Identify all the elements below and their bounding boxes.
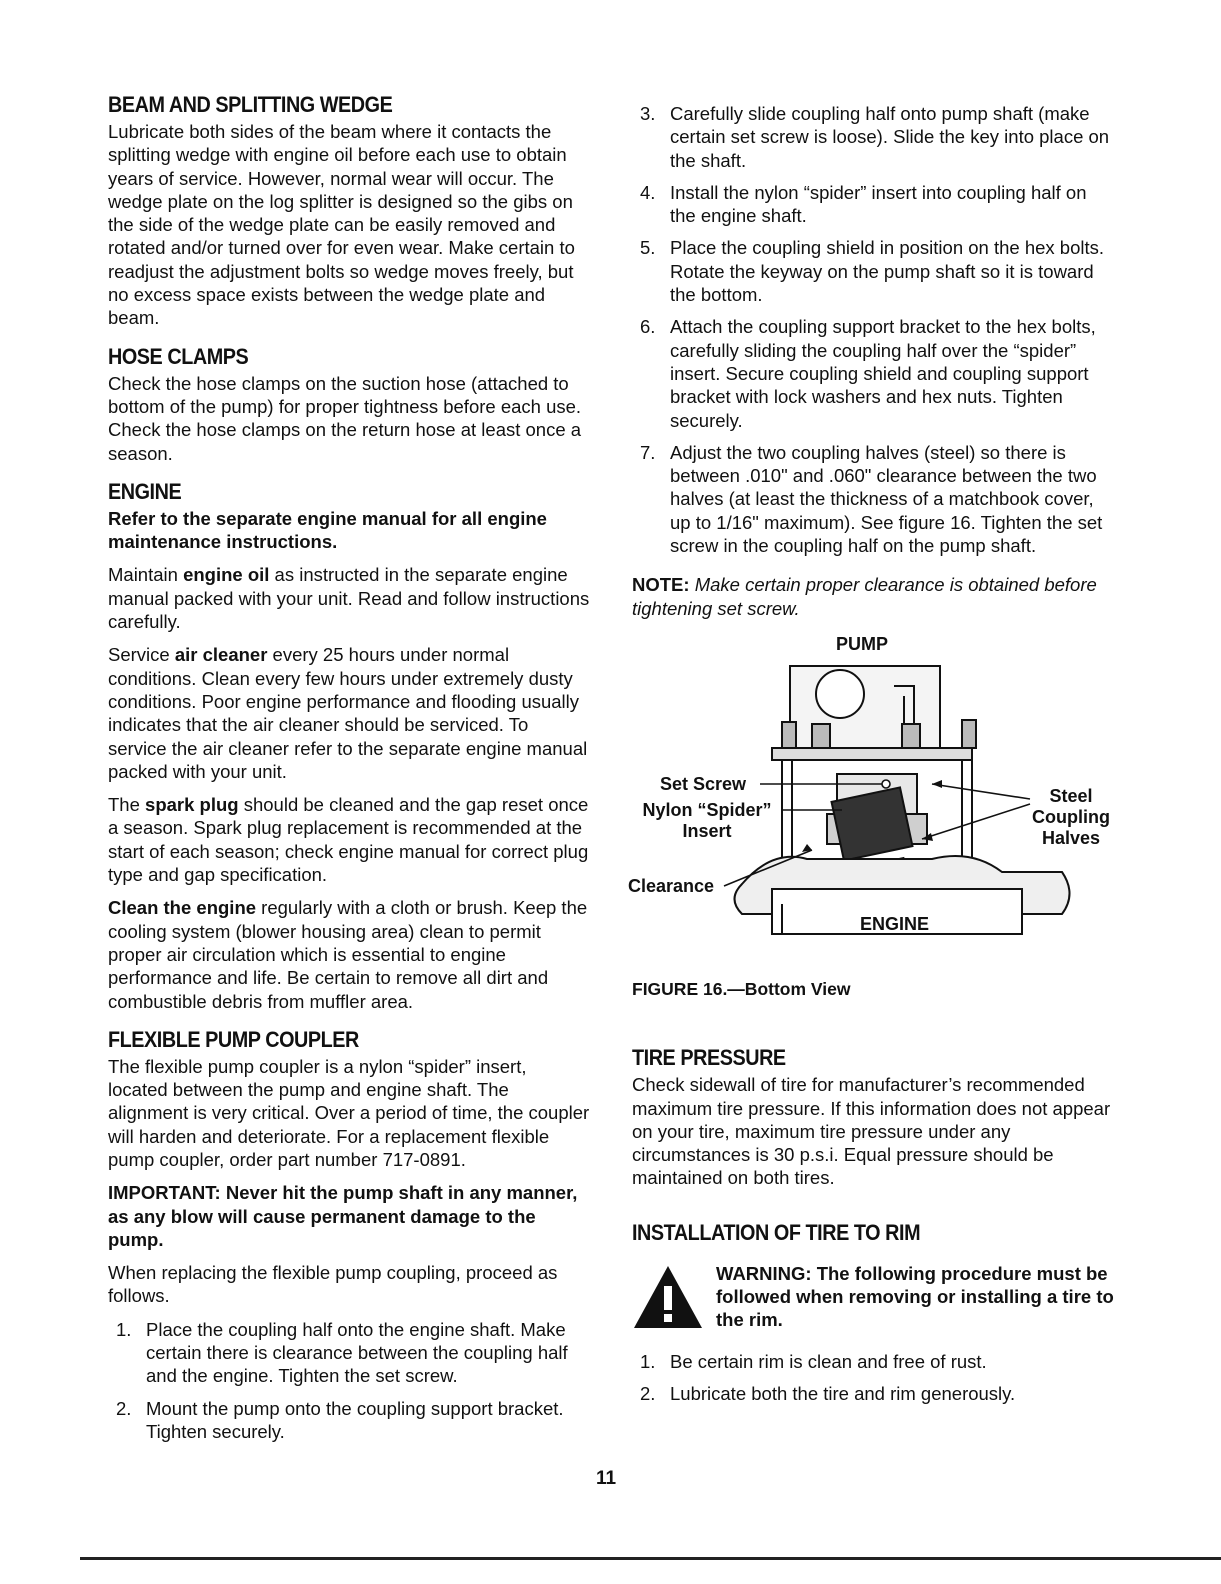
spark-plug-post: should be cleaned and the gap reset once a season. Spark plug replacement is recommended at the start of each season; check engine manual for correct plug type and gap specification. (108, 794, 589, 886)
clean-engine-text (108, 896, 590, 1012)
warning-block (632, 1262, 1114, 1334)
clean-engine-bold: Clean the engine (108, 897, 257, 919)
engine-oil-bold: engine oil (183, 564, 270, 586)
figure-16-coupling-diagram (628, 633, 1114, 974)
bottom-rule (80, 1557, 1221, 1560)
note-text: Make certain proper clearance is obtained before tightening set screw. (632, 574, 1097, 619)
label-set-screw: Set Screw (660, 773, 747, 794)
list-item (632, 1350, 1114, 1373)
step-text: Install the nylon “spider” insert into coupling half on the engine shaft. (670, 181, 1087, 227)
label-steel-line2: Coupling (1032, 806, 1110, 827)
step-text: Attach the coupling support bracket to the hex bolts, carefully sliding the coupling half over the “spider” insert. Secure coupling shield and coupling support bracket with lock washers and hex nuts. Tighten securely. (670, 316, 1096, 431)
list-item (108, 1318, 590, 1388)
step-number: 1. (116, 1318, 132, 1340)
list-item (632, 181, 1114, 228)
list-item (632, 102, 1114, 172)
air-cleaner-text (108, 643, 590, 783)
label-pump: PUMP (836, 633, 889, 654)
step-text: Carefully slide coupling half onto pump shaft (make certain set screw is loose). Slide the key into place on the shaft. (670, 103, 1110, 171)
air-cleaner-bold: air cleaner (174, 644, 268, 666)
spark-plug-text (108, 793, 590, 886)
engine-note: Refer to the separate engine manual for all engine maintenance instructions. (108, 507, 547, 553)
label-nylon-line2: Insert (682, 820, 732, 841)
heading-installation-tire-rim: INSTALLATION OF TIRE TO RIM (632, 1219, 921, 1245)
section-flexible-pump-coupler (108, 1027, 590, 1443)
label-steel-line3: Halves (1041, 827, 1101, 848)
step-text: Lubricate both the tire and rim generously. (670, 1383, 1016, 1405)
right-column (628, 102, 1114, 1419)
coupler-steps-continued (632, 102, 1114, 557)
label-steel-line1: Steel (1049, 785, 1093, 806)
label-clearance: Clearance (628, 875, 715, 896)
page-number: 11 (596, 1468, 617, 1489)
list-item (108, 1397, 590, 1444)
section-beam (108, 92, 590, 330)
label-steel-coupling-halves (1028, 786, 1114, 849)
list-item (632, 1382, 1114, 1405)
important-note: IMPORTANT: Never hit the pump shaft in any manner, as any blow will cause permanent damage to the pump. (108, 1182, 578, 1250)
tire-install-steps (632, 1350, 1114, 1406)
figure-caption: FIGURE 16.—Bottom View (632, 978, 851, 999)
spark-plug-bold: spark plug (145, 794, 239, 816)
note-label: NOTE: (632, 574, 690, 596)
step-number: 2. (116, 1397, 132, 1419)
section-tire-pressure (632, 1045, 1114, 1189)
step-number: 2. (640, 1383, 656, 1405)
air-cleaner-post: every 25 hours under normal conditions. Clean every few hours under extremely dusty conditions. Poor engine performance and flooding usually indicates that the air cleaner should be serviced. To service the air cleaner refer to the separate engine manual packed with your unit. (108, 644, 588, 782)
engine-oil-post: as instructed in the separate engine manual packed with your unit. Read and follow instructions carefully. (108, 564, 590, 633)
step-number: 5. (640, 237, 656, 259)
label-nylon-line1: Nylon “Spider” (642, 799, 772, 820)
section-hose-clamps (108, 344, 590, 465)
coupler-text: The flexible pump coupler is a nylon “spider” insert, located between the pump and engine shaft. The alignment is very critical. Over a period of time, the coupler will harden and deteriorate. For a replacement flexible pump coupler, order part number 717-0891. (108, 1055, 590, 1170)
step-text: Adjust the two coupling halves (steel) so there is between .010" and .060" clearance between the two halves (at least the thickness of a matchbook cover, up to 1/16" maximum). See figure 16. Tighten the set screw in the coupling half on the pump shaft. (670, 441, 1103, 557)
hose-text: Check the hose clamps on the suction hose (attached to bottom of the pump) for proper tightness before each use. Check the hose clamps on the return hose at least once a season. (108, 372, 582, 464)
step-text: Mount the pump onto the coupling support bracket. Tighten securely. (146, 1397, 564, 1442)
label-engine: ENGINE (860, 913, 930, 934)
label-nylon-spider (632, 800, 782, 842)
list-item (632, 441, 1114, 557)
warning-text: WARNING: The following procedure must be followed when removing or installing a tire to the rim. (716, 1262, 1114, 1331)
air-cleaner-pre: Service (108, 644, 175, 666)
coupler-steps-list (108, 1318, 590, 1443)
tire-pressure-text: Check sidewall of tire for manufacturer’s recommended maximum tire pressure. If this information does not appear on your tire, maximum tire pressure under any circumstances is 30 p.s.i. Equal pressure should be maintained on both tires. (632, 1074, 1111, 1189)
beam-text: Lubricate both sides of the beam where it contacts the splitting wedge with engine oil before each use to obtain years of service. However, normal wear will occur. The wedge plate on the log splitter is designed so the gibs on the side of the wedge plate can be easily removed and rotated and/or turned over for even wear. Make certain to readjust the adjustment bolts so wedge moves freely, but no excess space exists between the wedge plate and beam. (108, 121, 575, 329)
heading-engine: ENGINE (108, 478, 182, 504)
step-text: Be certain rim is clean and free of rust. (670, 1350, 987, 1372)
clean-engine-post: regularly with a cloth or brush. Keep the cooling system (blower housing area) clean to permit proper air circulation which is essential to engine performance and life. Be certain to remove all dirt and combustible debris from muffler area. (108, 897, 588, 1012)
step-text: Place the coupling shield in position on the hex bolts. Rotate the keyway on the pump shaft so it is toward the bottom. (670, 237, 1105, 306)
heading-tire-pressure: TIRE PRESSURE (632, 1045, 786, 1071)
left-column (108, 92, 590, 1457)
section-engine (108, 479, 590, 1013)
step-number: 1. (640, 1350, 656, 1372)
step-number: 3. (640, 103, 656, 124)
list-item (632, 236, 1114, 306)
clearance-note (632, 573, 1114, 620)
step-number: 4. (640, 181, 656, 203)
step-number: 6. (640, 316, 656, 338)
coupler-intro: When replacing the flexible pump coupling, proceed as follows. (108, 1262, 558, 1307)
spark-plug-pre: The (108, 794, 146, 816)
section-installation-tire-rim (632, 1220, 1114, 1406)
engine-oil-text (108, 563, 590, 633)
list-item (632, 315, 1114, 431)
step-number: 7. (640, 441, 656, 463)
heading-beam: BEAM AND SPLITTING WEDGE (108, 92, 393, 117)
heading-hose-clamps: HOSE CLAMPS (108, 343, 249, 369)
step-text: Place the coupling half onto the engine shaft. Make certain there is clearance between the coupling half and the engine. Tighten the set screw. (146, 1318, 568, 1387)
warning-triangle-icon (632, 1262, 704, 1334)
heading-flexible-pump-coupler: FLEXIBLE PUMP COUPLER (108, 1026, 359, 1052)
engine-oil-pre: Maintain (108, 564, 184, 586)
